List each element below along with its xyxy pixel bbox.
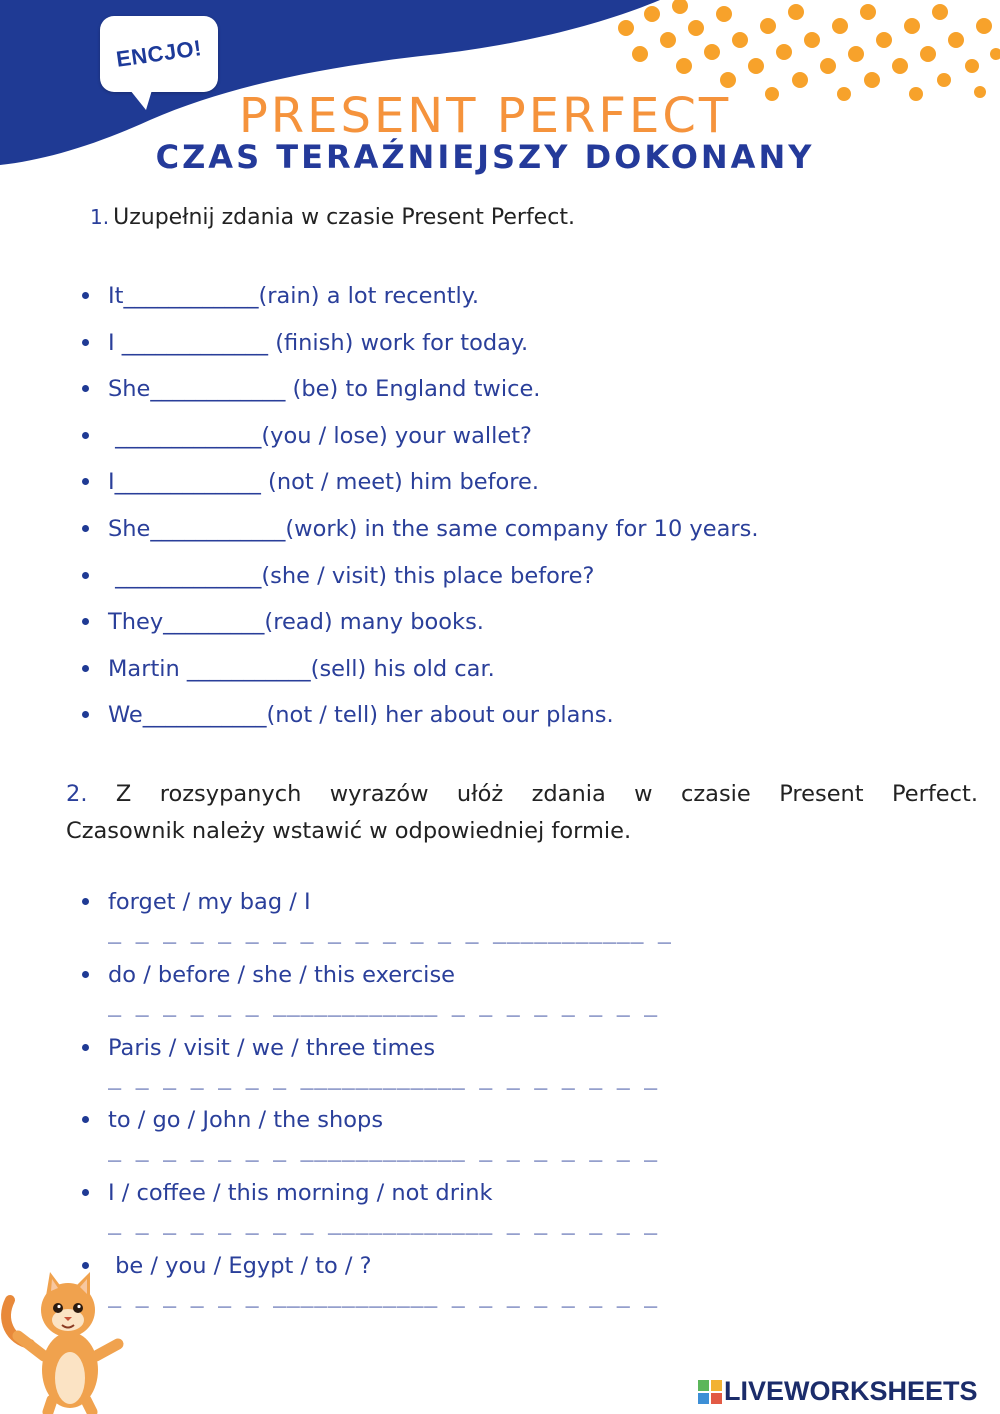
scrambled-words: forget / my bag / I <box>108 889 311 915</box>
answer-line[interactable]: _ _ _ _ _ _ _ ____________ _ _ _ _ _ _ _ <box>108 1064 658 1090</box>
exercise2-item <box>80 884 672 957</box>
exercise1-item-text: I _____________ (finish) work for today. <box>108 329 529 356</box>
footer-text: LIVEWORKSHEETS <box>724 1376 978 1406</box>
answer-line[interactable]: _ _ _ _ _ _ _ _ ____________ _ _ _ _ _ _ <box>108 1210 658 1236</box>
exercise1-item-text: _____________(you / lose) your wallet? <box>108 422 532 449</box>
exercise1-item[interactable] <box>80 371 759 418</box>
liveworksheets-logo-icon <box>698 1380 722 1404</box>
logo-text: ENCJO! <box>114 35 204 72</box>
exercise1-item[interactable] <box>80 278 759 325</box>
exercise2-heading <box>66 776 978 850</box>
exercise1-item[interactable] <box>80 418 759 465</box>
scrambled-words: be / you / Egypt / to / ? <box>108 1252 372 1279</box>
exercise2-instruction-line1 <box>66 776 978 813</box>
bullet-icon <box>82 618 89 625</box>
exercise1-item-text: It____________(rain) a lot recently. <box>108 283 480 309</box>
exercise2-item <box>80 1248 672 1321</box>
scrambled-words: Paris / visit / we / three times <box>108 1034 436 1061</box>
bullet-icon <box>82 665 89 672</box>
exercise2-list <box>80 884 672 1321</box>
liveworksheets-footer <box>698 1376 978 1407</box>
bullet-icon <box>82 385 89 392</box>
answer-line[interactable]: _ _ _ _ _ _ ____________ _ _ _ _ _ _ _ _ <box>108 991 658 1017</box>
page-subtitle: CZAS TERAŹNIEJSZY DOKONANY <box>155 138 815 176</box>
answer-line[interactable]: _ _ _ _ _ _ ____________ _ _ _ _ _ _ _ _ <box>108 1282 658 1308</box>
exercise1-heading <box>90 205 575 230</box>
exercise1-item[interactable] <box>80 651 759 698</box>
exercise1-item-text: I_____________ (not / meet) him before. <box>108 469 540 496</box>
exercise2-item <box>80 1030 672 1103</box>
exercise2-instruction-text: Z rozsypanych wyrazów ułóż zdania w czasie Present Perfect. <box>115 781 978 807</box>
exercise1-item[interactable] <box>80 511 759 558</box>
answer-line[interactable]: _ _ _ _ _ _ _ ____________ _ _ _ _ _ _ _ <box>108 1137 658 1163</box>
exercise2-instruction-line2: Czasownik należy wstawić w odpowiedniej formie. <box>66 818 632 844</box>
bullet-icon <box>82 898 89 905</box>
bullet-icon <box>82 1044 89 1051</box>
exercise1-item-text: She____________ (be) to England twice. <box>108 376 541 403</box>
exercise1-item[interactable] <box>80 464 759 511</box>
exercise2-item <box>80 1102 672 1175</box>
exercise1-item-text: Martin ___________(sell) his old car. <box>108 655 495 682</box>
cat-illustration <box>0 1270 135 1414</box>
bullet-icon <box>82 292 89 299</box>
bullet-icon <box>82 525 89 532</box>
scrambled-words: I / coffee / this morning / not drink <box>108 1180 493 1207</box>
exercise1-item[interactable] <box>80 697 759 744</box>
bullet-icon <box>82 1116 89 1123</box>
bullet-icon <box>82 971 89 978</box>
exercise1-item-text: We___________(not / tell) her about our plans. <box>108 702 614 729</box>
bullet-icon <box>82 478 89 485</box>
exercise1-number: 1. <box>90 205 110 229</box>
exercise1-item[interactable] <box>80 604 759 651</box>
exercise1-instruction: Uzupełnij zdania w czasie Present Perfect. <box>113 205 575 230</box>
bullet-icon <box>82 432 89 439</box>
exercise1-item[interactable] <box>80 325 759 372</box>
bullet-icon <box>82 339 89 346</box>
exercise1-item-text: She____________(work) in the same company for 10 years. <box>108 515 759 542</box>
answer-line[interactable]: _ _ _ _ _ _ _ _ _ _ _ _ _ _ ___________ _ <box>108 919 672 944</box>
exercise1-item-text: _____________(she / visit) this place before? <box>108 562 595 589</box>
bullet-icon <box>82 711 89 718</box>
bullet-icon <box>82 1262 89 1269</box>
exercise1-item[interactable] <box>80 558 759 605</box>
exercise2-number: 2. <box>66 781 88 807</box>
scrambled-words: do / before / she / this exercise <box>108 961 456 988</box>
bullet-icon <box>82 572 89 579</box>
encjo-logo <box>100 16 218 92</box>
exercise2-item <box>80 1175 672 1248</box>
bullet-icon <box>82 1189 89 1196</box>
scrambled-words: to / go / John / the shops <box>108 1107 384 1134</box>
exercise1-item-text: They_________(read) many books. <box>108 609 484 636</box>
page-title: PRESENT PERFECT <box>238 88 732 144</box>
exercise1-list <box>80 278 759 744</box>
exercise2-item <box>80 957 672 1030</box>
